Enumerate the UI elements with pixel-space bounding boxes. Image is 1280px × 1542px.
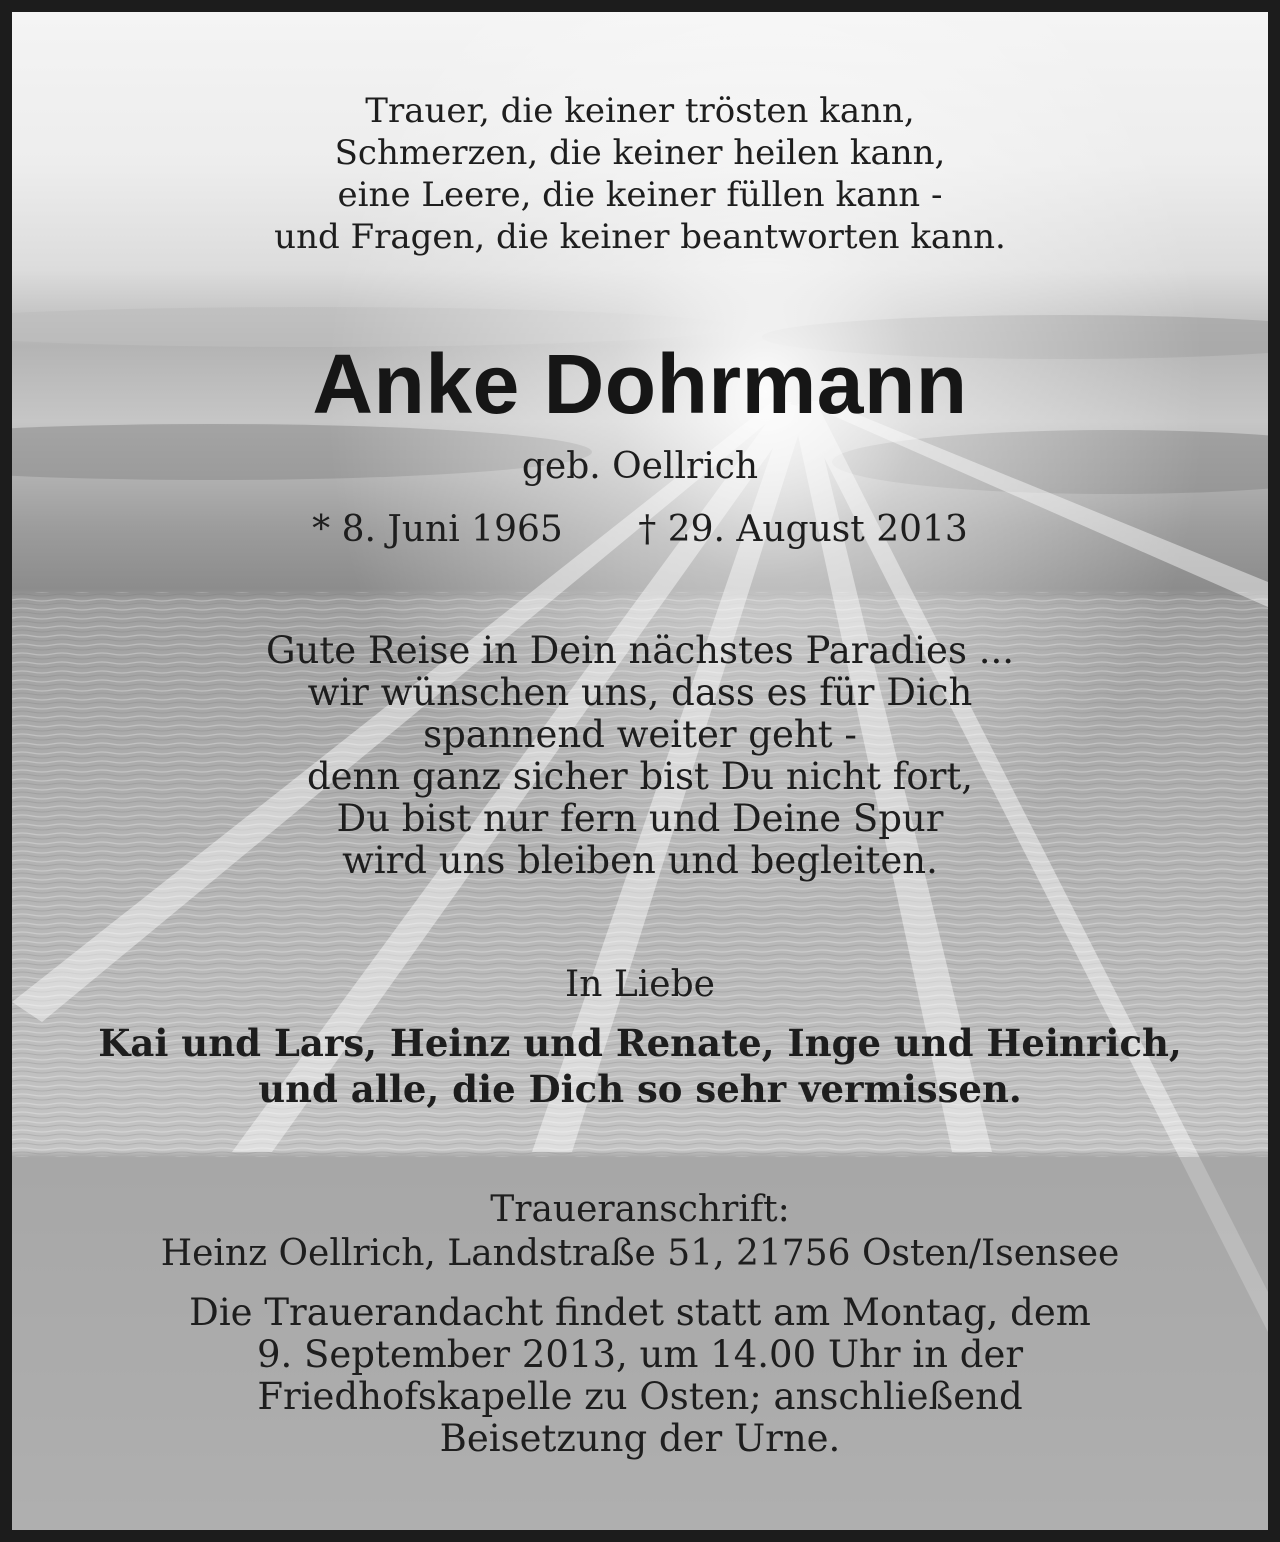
service-line: 9. September 2013, um 14.00 Uhr in der xyxy=(256,1333,1024,1376)
poem-line: spannend weiter geht - xyxy=(423,713,857,756)
in-love-label: In Liebe xyxy=(565,964,715,1005)
life-dates xyxy=(12,506,1268,554)
opening-poem xyxy=(12,90,1268,258)
service-notice xyxy=(12,1292,1268,1460)
deceased-name: Anke Dohrmann xyxy=(312,337,968,431)
birth-date: * 8. Juni 1965 xyxy=(312,509,563,550)
address-heading: Traueranschrift: xyxy=(490,1189,790,1230)
service-line: Die Trauerandacht findet statt am Montag, dem xyxy=(189,1291,1091,1334)
maiden-name: geb. Oellrich xyxy=(521,446,759,487)
address-line: Heinz Oellrich, Landstraße 51, 21756 Osten/Isensee xyxy=(160,1233,1120,1274)
poem-line: Trauer, die keiner trösten kann, xyxy=(365,91,915,131)
mourners-list xyxy=(12,1020,1268,1112)
poem-line: und Fragen, die keiner beantworten kann. xyxy=(274,217,1006,257)
mourning-address xyxy=(12,1188,1268,1276)
poem-line: denn ganz sicher bist Du nicht fort, xyxy=(306,755,974,798)
poem-line: Du bist nur fern und Deine Spur xyxy=(336,797,944,840)
obituary-content xyxy=(12,12,1268,1530)
poem-line: Gute Reise in Dein nächstes Paradies ... xyxy=(266,629,1014,672)
poem-line: Schmerzen, die keiner heilen kann, xyxy=(334,133,946,173)
poem-line: wird uns bleiben und begleiten. xyxy=(342,839,938,882)
poem-line: wir wünschen uns, dass es für Dich xyxy=(307,671,973,714)
mourners-line: und alle, die Dich so sehr vermissen. xyxy=(258,1067,1022,1111)
mourners-line: Kai und Lars, Heinz und Renate, Inge und Heinrich, xyxy=(98,1021,1182,1065)
farewell-poem xyxy=(12,630,1268,882)
service-line: Friedhofskapelle zu Osten; anschließend xyxy=(257,1375,1023,1418)
service-line: Beisetzung der Urne. xyxy=(439,1417,841,1460)
death-date: † 29. August 2013 xyxy=(638,509,968,550)
poem-line: eine Leere, die keiner füllen kann - xyxy=(337,175,943,215)
